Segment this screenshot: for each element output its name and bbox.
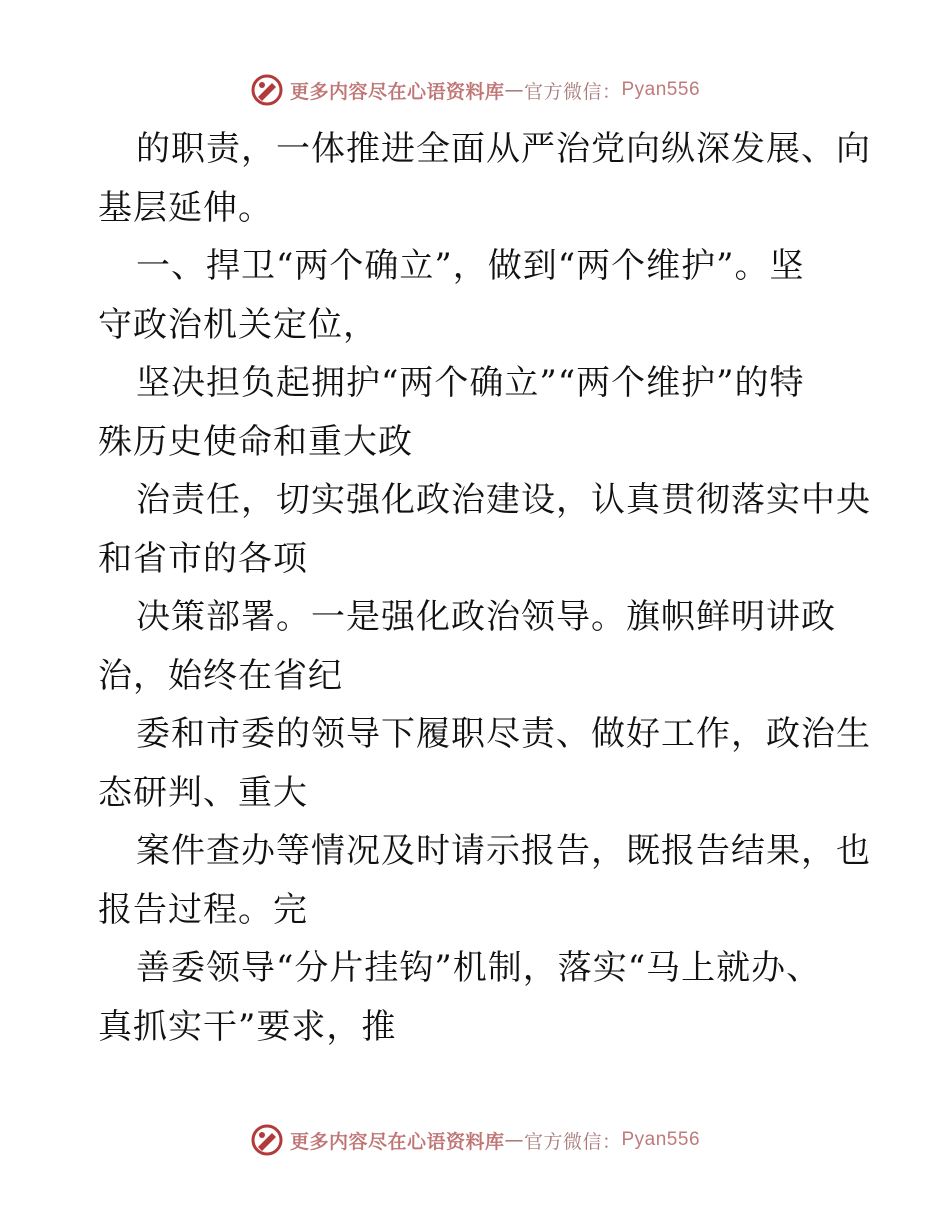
body-text-line: 案件查办等情况及时请示报告，既报告结果，也 bbox=[136, 831, 871, 871]
logo-icon bbox=[250, 1123, 284, 1157]
body-text-line: 守政治机关定位， bbox=[98, 304, 378, 345]
body-text-line: 善委领导“分片挂钩”机制，落实“马上就办、 bbox=[136, 948, 822, 988]
header-wechat-id: Pyan556 bbox=[621, 79, 701, 100]
body-text-line: 和省市的各项 bbox=[98, 538, 308, 579]
body-text-line: 的职责，一体推进全面从严治党向纵深发展、向 bbox=[136, 129, 871, 169]
body-text-line: 态研判、重大 bbox=[98, 772, 308, 813]
footer-watermark bbox=[0, 1120, 950, 1160]
header-brand: 更多内容尽在心语资料库 bbox=[289, 80, 505, 103]
body-text-line: 委和市委的领导下履职尽责、做好工作，政治生 bbox=[136, 714, 871, 754]
body-text-line: 治责任，切实强化政治建设，认真贯彻落实中央 bbox=[136, 480, 871, 520]
document-body bbox=[98, 120, 871, 1056]
body-text-line: 真抓实干”要求，推 bbox=[98, 1006, 397, 1047]
body-text-line: 报告过程。完 bbox=[98, 889, 308, 930]
header-separator: — bbox=[504, 79, 524, 101]
footer-separator: — bbox=[504, 1129, 524, 1151]
logo-icon bbox=[250, 73, 284, 107]
body-text-line: 一、捍卫“两个确立”，做到“两个维护”。坚 bbox=[136, 246, 805, 286]
footer-brand: 更多内容尽在心语资料库 bbox=[289, 1130, 505, 1153]
body-text-line: 基层延伸。 bbox=[98, 187, 273, 228]
body-text-line: 治，始终在省纪 bbox=[98, 655, 343, 696]
body-text-line: 决策部署。一是强化政治领导。旗帜鲜明讲政 bbox=[136, 597, 836, 637]
header-watermark bbox=[0, 70, 950, 110]
footer-wechat-label: 官方微信： bbox=[523, 1130, 622, 1153]
footer-wechat-id: Pyan556 bbox=[621, 1129, 701, 1150]
body-text-line: 坚决担负起拥护“两个确立”“两个维护”的特 bbox=[136, 363, 805, 403]
header-wechat-label: 官方微信： bbox=[523, 80, 622, 103]
body-text-line: 殊历史使命和重大政 bbox=[98, 421, 413, 462]
